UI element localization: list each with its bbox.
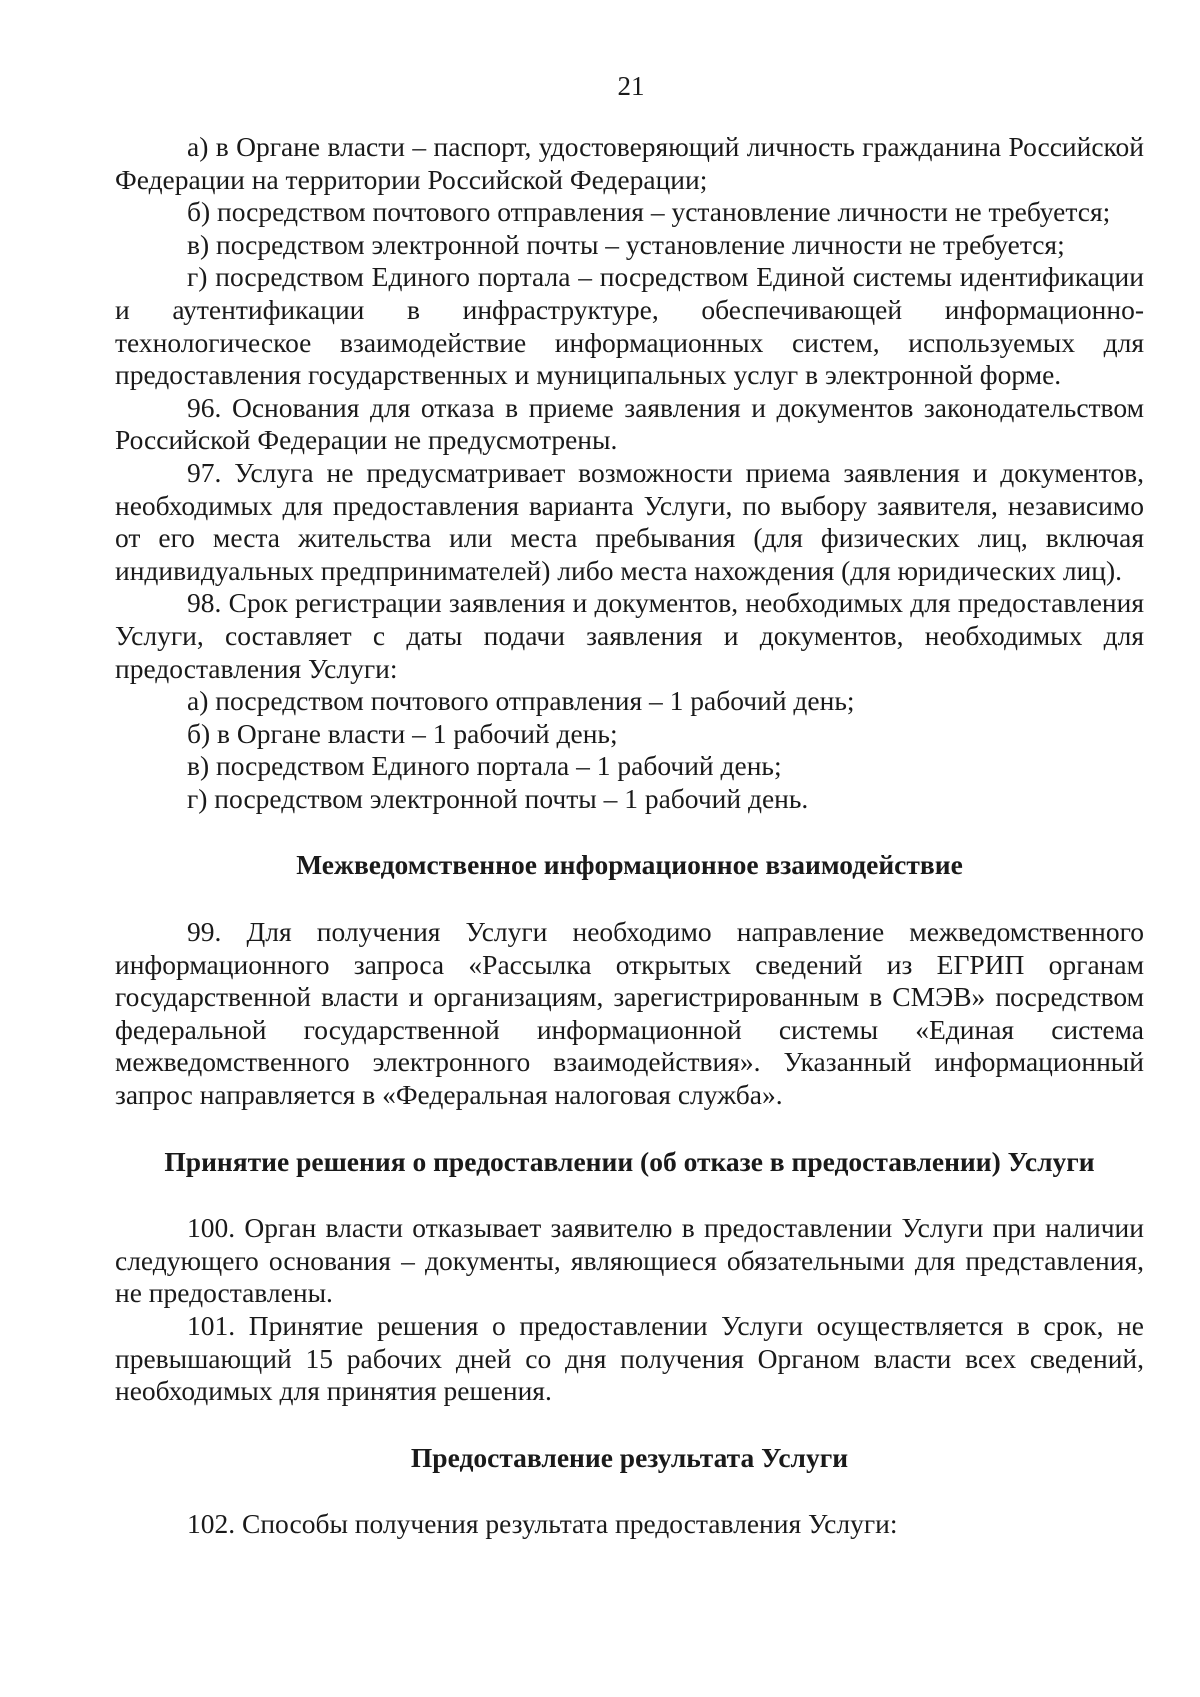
paragraph-98c: в) посредством Единого портала – 1 рабочий день; bbox=[187, 750, 782, 782]
section-heading-interagency: Межведомственное информационное взаимодействие bbox=[296, 849, 963, 881]
paragraph-98d: г) посредством электронной почты – 1 рабочий день. bbox=[187, 782, 809, 814]
page-number: 21 bbox=[617, 71, 645, 101]
paragraph-95c: в) посредством электронной почты – установление личности не требуется; bbox=[187, 228, 1065, 260]
paragraph-98: 98. Срок регистрации заявления и документов, необходимых для предоставления Услуги, составляет с даты подачи заявления и документов, необходимых для предоставления Услуги: bbox=[115, 587, 1144, 684]
paragraph-95a: а) в Органе власти – паспорт, удостоверяющий личность гражданина Российской Федерации на территории Российской Федерации; bbox=[115, 131, 1144, 195]
paragraph-100: 100. Орган власти отказывает заявителю в предоставлении Услуги при наличии следующего основания – документы, являющиеся обязательными для представления, не предоставлены. bbox=[115, 1212, 1144, 1309]
paragraph-99: 99. Для получения Услуги необходимо направление межведомственного информационного запроса «Рассылка открытых сведений из ЕГРИП органам государственной власти и организациям, зарегистрированным в СМЭВ» посредством федеральной государственной информационной системы «Единая система межведомственного электронного взаимодействия». Указанный информационный запрос направляется в «Федеральная налоговая служба». bbox=[115, 916, 1144, 1111]
paragraph-102: 102. Способы получения результата предоставления Услуги: bbox=[187, 1508, 898, 1540]
paragraph-98a: а) посредством почтового отправления – 1 рабочий день; bbox=[187, 685, 855, 717]
paragraph-97: 97. Услуга не предусматривает возможности приема заявления и документов, необходимых для предоставления варианта Услуги, по выбору заявителя, независимо от его места жительства или места пребывания (для физических лиц, включая индивидуальных предпринимателей) либо места нахождения (для юридических лиц). bbox=[115, 456, 1144, 586]
paragraph-101: 101. Принятие решения о предоставлении Услуги осуществляется в срок, не превышающий 15 рабочих дней со дня получения Органом власти всех сведений, необходимых для принятия решения. bbox=[115, 1310, 1144, 1407]
section-heading-result: Предоставление результата Услуги bbox=[410, 1441, 849, 1473]
paragraph-98b: б) в Органе власти – 1 рабочий день; bbox=[187, 717, 618, 749]
paragraph-95d: г) посредством Единого портала – посредством Единой системы идентификации и аутентификации в инфраструктуре, обеспечивающей информационно-технологическое взаимодействие информационных систем, используемых для предоставления государственных и муниципальных услуг в электронной форме. bbox=[115, 261, 1144, 391]
document-body bbox=[115, 131, 1144, 1541]
paragraph-96: 96. Основания для отказа в приеме заявления и документов законодательством Российской Федерации не предусмотрены. bbox=[115, 391, 1144, 456]
paragraph-95b: б) посредством почтового отправления – установление личности не требуется; bbox=[187, 196, 1111, 228]
section-heading-decision: Принятие решения о предоставлении (об отказе в предоставлении) Услуги bbox=[164, 1145, 1095, 1177]
